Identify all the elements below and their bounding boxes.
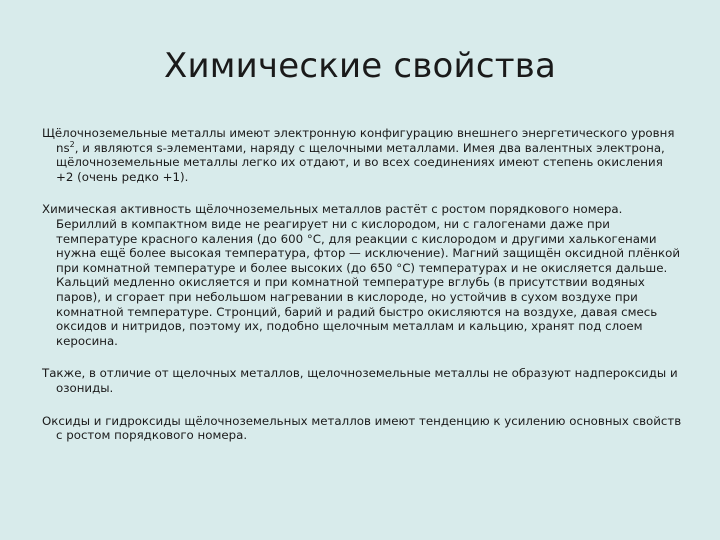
superscript: 2 <box>69 139 75 149</box>
paragraph-text-part: Щёлочноземельные металлы имеют электронную конфигурацию внешнего энергетического уровня ns <box>42 126 675 155</box>
slide-content <box>42 126 682 461</box>
paragraph-electron-configuration <box>42 126 682 184</box>
slide-title: Химические свойства <box>164 46 556 86</box>
paragraph-chemical-activity: Химическая активность щёлочноземельных металлов растёт с ростом порядкового номера. Бериллий в компактном виде не реагирует ни с кислородом, ни с галогенами даже при температуре красного каления (до 600 °C, для реакции с кислородом и другими халькогенами нужна ещё более высокая температура, фтор — исключение). Магний защищён оксидной плёнкой при комнатной температуре и более высоких (до 650 °C) температурах и не окисляется дальше. Кальций медленно окисляется и при комнатной температуре вглубь (в присутствии водяных паров), и сгорает при небольшом нагревании в кислороде, но устойчив в сухом воздухе при комнатной температуре. Стронций, барий и радий быстро окисляются на воздухе, давая смесь оксидов и нитридов, поэтому их, подобно щелочным металлам и кальцию, хранят под слоем керосина. <box>42 202 681 348</box>
paragraph-no-superoxides: Также, в отличие от щелочных металлов, щелочноземельные металлы не образуют надпероксиды и озониды. <box>42 366 678 395</box>
paragraph-oxides-hydroxides: Оксиды и гидроксиды щёлочноземельных металлов имеют тенденцию к усилению основных свойств с ростом порядкового номера. <box>42 413 682 443</box>
paragraph-text-part: , и являются s-элементами, наряду с щелочными металлами. Имея два валентных электрона, щёлочноземельные металлы легко их отдают, и во всех соединениях имеют степень окисления +2 (очень редко +1). <box>56 140 665 184</box>
